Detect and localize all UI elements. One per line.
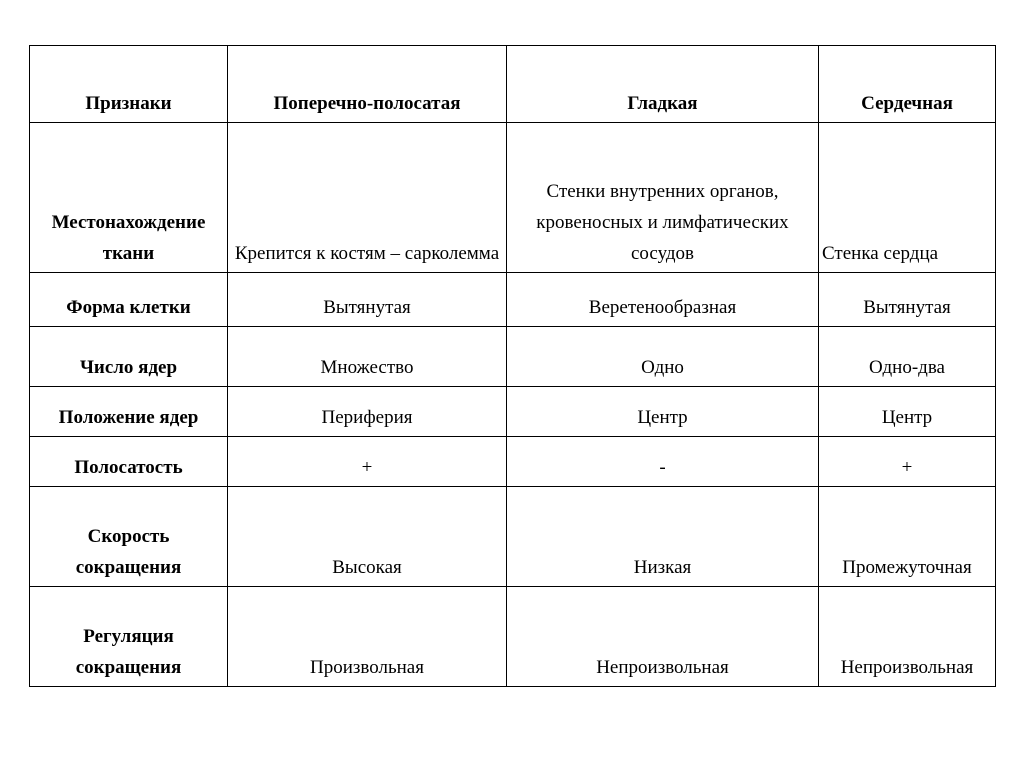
table-row [30,273,996,327]
table-header-row [30,46,996,123]
table-row [30,123,996,273]
cell-striated-nuclei: Множество [228,327,507,387]
cell-smooth-location: Стенки внутренних органов, кровеносных и лимфатических сосудов [507,123,819,273]
row-label-nuclei-count: Число ядер [30,327,228,387]
cell-smooth-nuclei: Одно [507,327,819,387]
row-label-striation: Полосатость [30,437,228,487]
cell-striated-shape: Вытянутая [228,273,507,327]
header-smooth: Гладкая [507,46,819,123]
header-cardiac: Сердечная [819,46,996,123]
cell-cardiac-location: Стенка сердца [819,123,996,273]
row-label-nuclei-position: Положение ядер [30,387,228,437]
cell-cardiac-position: Центр [819,387,996,437]
header-striated: Поперечно-полосатая [228,46,507,123]
table-row [30,327,996,387]
table-row [30,387,996,437]
cell-cardiac-striation: + [819,437,996,487]
cell-striated-position: Периферия [228,387,507,437]
cell-striated-speed: Высокая [228,487,507,587]
row-label-cell-shape: Форма клетки [30,273,228,327]
cell-smooth-regulation: Непроизвольная [507,587,819,687]
cell-smooth-position: Центр [507,387,819,437]
cell-smooth-shape: Веретенообразная [507,273,819,327]
header-features: Признаки [30,46,228,123]
cell-striated-striation: + [228,437,507,487]
cell-cardiac-speed: Промежуточная [819,487,996,587]
cell-striated-location: Крепится к костям – сарколемма [228,123,507,273]
table-row [30,487,996,587]
cell-cardiac-nuclei: Одно-два [819,327,996,387]
cell-smooth-speed: Низкая [507,487,819,587]
muscle-tissue-comparison-table [29,45,996,687]
row-label-contraction-speed: Скорость сокращения [30,487,228,587]
table-row [30,437,996,487]
cell-striated-regulation: Произвольная [228,587,507,687]
cell-cardiac-shape: Вытянутая [819,273,996,327]
row-label-location: Местонахождение ткани [30,123,228,273]
cell-smooth-striation: - [507,437,819,487]
cell-cardiac-regulation: Непроизвольная [819,587,996,687]
row-label-contraction-regulation: Регуляция сокращения [30,587,228,687]
table-row [30,587,996,687]
